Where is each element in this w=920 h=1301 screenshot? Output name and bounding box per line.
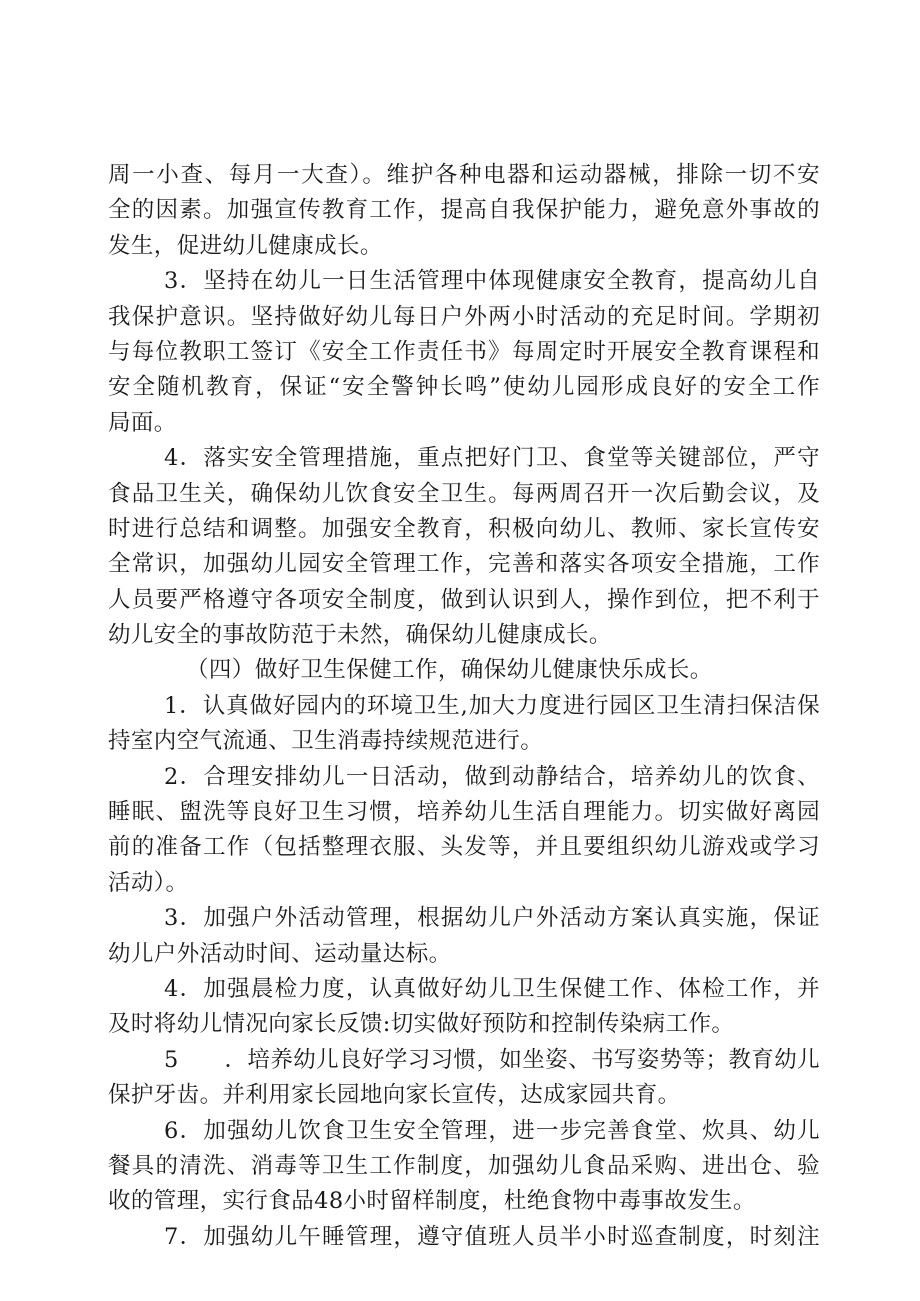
text-line: 发生，促进幼儿健康成长。 <box>108 232 383 259</box>
text-line: 全常识，加强幼儿园安全管理工作，完善和落实各项安全措施，工作 <box>108 551 820 578</box>
text-line: 收的管理，实行食品48小时留样制度，杜绝食物中毒事故发生。 <box>108 1188 756 1215</box>
paragraph-7-line: 7．加强幼儿午睡管理，遵守值班人员半小时巡查制度，时刻注 <box>164 1223 820 1250</box>
text-line: 餐具的清洗、消毒等卫生工作制度，加强幼儿食品采购、进出仓、验 <box>108 1152 820 1179</box>
paragraph-6-line: 6．加强幼儿饮食卫生安全管理，进一步完善食堂、炊具、幼儿 <box>164 1117 820 1144</box>
text-line: 安全随机教育，保证“安全警钟长鸣”使幼儿园形成良好的安全工作 <box>108 374 820 401</box>
text-line: 保护牙齿。并利用家长园地向家长宣传，达成家园共育。 <box>108 1082 681 1109</box>
text-line: 食品卫生关，确保幼儿饮食安全卫生。每两周召开一次后勤会议，及 <box>108 480 820 507</box>
paragraph-2-line: 2．合理安排幼儿一日活动，做到动静结合，培养幼儿的饮食、 <box>164 763 820 790</box>
text-line: 时进行总结和调整。加强安全教育，积极向幼儿、教师、家长宣传安 <box>108 515 820 542</box>
text-line: 全的因素。加强宣传教育工作，提高自我保护能力，避免意外事故的 <box>108 197 820 224</box>
text-line: 与每位教职工签订《安全工作责任书》每周定时开展安全教育课程和 <box>108 338 820 365</box>
text-line: 幼儿安全的事故防范于未然，确保幼儿健康成长。 <box>108 622 612 649</box>
text-line: 睡眠、盥洗等良好卫生习惯，培养幼儿生活自理能力。切实做好离园 <box>108 799 820 826</box>
paragraph-1-line: 1．认真做好园内的环境卫生,加大力度进行园区卫生清扫保洁保 <box>164 692 820 719</box>
section-heading: （四）做好卫生保健工作，确保幼儿健康快乐成长。 <box>186 657 713 684</box>
text-line: 局面。 <box>108 409 177 436</box>
text-line: 人员要严格遵守各项安全制度，做到认识到人，操作到位，把不利于 <box>108 586 820 613</box>
text-line: 我保护意识。坚持做好幼儿每日户外两小时活动的充足时间。学期初 <box>108 303 820 330</box>
text-line: 及时将幼儿情况向家长反馈:切实做好预防和控制传染病工作。 <box>108 1011 735 1038</box>
text-line: 持室内空气流通、卫生消毒持续规范进行。 <box>108 728 544 755</box>
text-line: 幼儿户外活动时间、运动量达标。 <box>108 940 452 967</box>
paragraph-4-line: 4．落实安全管理措施，重点把好门卫、食堂等关键部位，严守 <box>164 445 820 472</box>
text-line: 周一小查、每月一大查）。维护各种电器和运动器械，排除一切不安 <box>108 162 820 188</box>
document-body <box>108 158 820 1255</box>
paragraph-3-line: 3．坚持在幼儿一日生活管理中体现健康安全教育，提高幼儿自 <box>164 268 820 295</box>
paragraph-3-line: 3．加强户外活动管理，根据幼儿户外活动方案认真实施，保证 <box>164 905 820 932</box>
paragraph-4-line: 4．加强晨检力度，认真做好幼儿卫生保健工作、体检工作，并 <box>164 975 820 1002</box>
text-line: 前的准备工作（包括整理衣服、头发等，并且要组织幼儿游戏或学习 <box>108 834 820 861</box>
text-line: 活动）。 <box>108 869 189 896</box>
paragraph-5-line: 5 ．培养幼儿良好学习习惯，如坐姿、书写姿势等；教育幼儿 <box>164 1046 820 1073</box>
